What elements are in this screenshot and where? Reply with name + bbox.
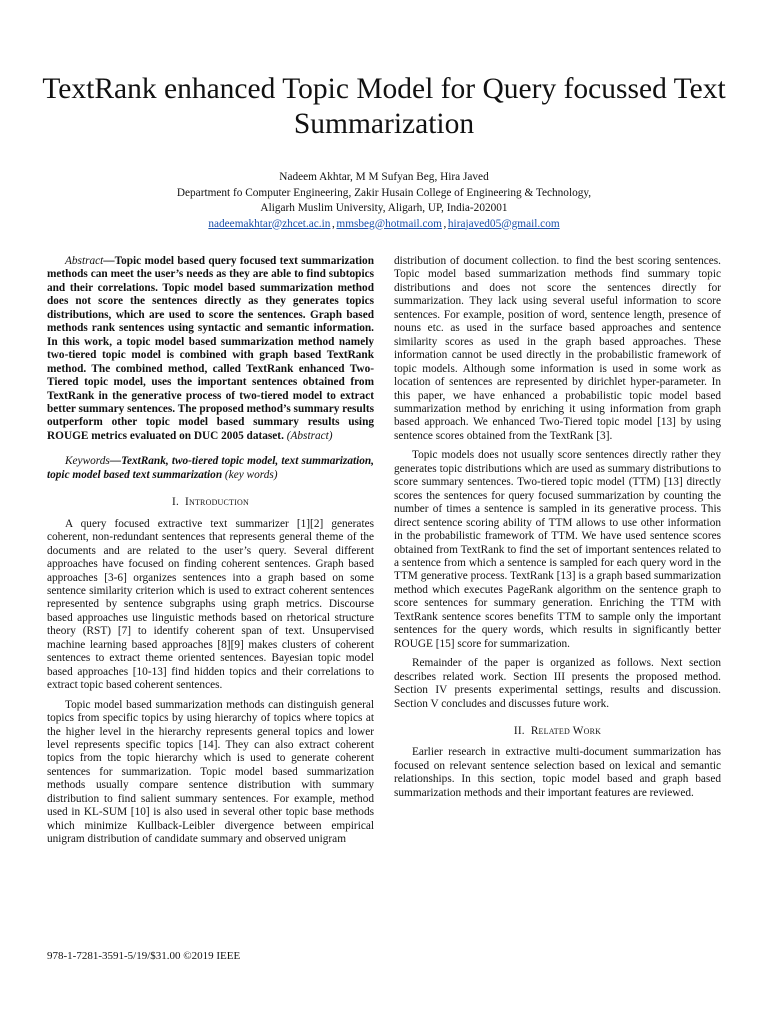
- body-paragraph: distribution of document collection. to find the best scoring sentences. Topic model based summarization methods find summary topic distributions and does not score the sentences directly for summarization. They lack using several useful information to score sentences. For example, position of word, sentence length, presence of nouns etc. as used in the surface based approaches and sentence similarity scores as used in the graph based approaches. These information cannot be used directly in the probabilistic framework of topic models. Although some information is used in some work as location of sentences are represented by dirichlet hyper-parameter. In this paper, we have enhanced a probabilistic topic model based summarization method by enriching it using information from graph based approach. We enhanced Two-Tiered topic model [13] by using sentence scores obtained from the TextRank [3].: [394, 255, 721, 442]
- keywords: [47, 455, 374, 482]
- author-block: [40, 170, 728, 232]
- keywords-label: Keywords: [65, 455, 110, 468]
- body-paragraph: Earlier research in extractive multi-document summarization has focused on relevant sentence selection based on lexical and semantic relationships. In this section, topic model based and graph based summarization methods and their important features are reviewed.: [394, 746, 721, 799]
- right-column: [394, 255, 721, 800]
- abstract-tail: (Abstract): [283, 429, 333, 442]
- copyright-footer: 978-1-7281-3591-5/19/$31.00 ©2019 IEEE: [47, 950, 241, 962]
- body-paragraph: A query focused extractive text summarizer [1][2] generates coherent, non-redundant sentences that represents general theme of the documents and are related to the user’s query. Several different approaches have focused on finding coherent sentences. Graph based approaches [3-6] organizes sentences into a graph based on some sentence similarity criterion which is used to extract coherent sentences represented by sentence subgraphs using graph metrics. Discourse based approaches use linguistic methods based on rhetorical structure theory (RST) [7] to identify coherent span of text. Unsupervised machine learning based approaches [8][9] makes clusters of coherent sentences to extract theme oriented sentences. Bayesian topic model based approaches [10-13] find hidden topics and their correlations to extract topic based coherent sentences.: [47, 517, 374, 692]
- section-heading-introduction: [47, 496, 374, 509]
- left-column: [47, 255, 374, 847]
- keywords-dash: —: [109, 455, 122, 468]
- paper-title: TextRank enhanced Topic Model for Query focussed Text Summarization: [42, 73, 726, 140]
- abstract-label: Abstract: [65, 255, 104, 267]
- abstract-dash: —: [103, 255, 115, 267]
- keywords-tail: (key words): [222, 468, 278, 481]
- body-paragraph: Topic models does not usually score sentences directly rather they generates topic distributions which are used as summary distributions to score summary sentences. Two-tiered topic model (TTM) [13] directly scores the sentences for query focused summarization by counting the number of times a sentence is sampled in its generative process. This direct sentence scoring ability of TTM allows to use other information in the probabilistic framework of TTM. We have used sentence scores obtained from TextRank to find the set of important sentences related to a sentence from which a sentence is sampled for each query word in the TTM generative process. TextRank [13] is a graph based summarization method which executes PageRank algorithm on the sentence graph to score sentences for summary generation. Enriching the TTM with TextRank sentence scores benefits TTM to sample only the important sentences for the query words, which results in significantly better ROUGE [15] score for summarization.: [394, 449, 721, 650]
- body-paragraph: Remainder of the paper is organized as follows. Next section describes related work. Section III presents the proposed method. Section IV presents experimental settings, results and discussion. Section V concludes and discusses future work.: [394, 657, 721, 710]
- email-list: nadeemakhtar@zhcet.ac.in , mmsbeg@hotmail.com , hirajaved05@gmail.com: [208, 217, 560, 230]
- abstract: [47, 255, 374, 443]
- abstract-body: Topic model based query focused text summarization methods can meet the user’s needs as they are able to find subtopics and their correlations. Topic model based summarization method does not score the sentences directly as they generates topics distributions, which are used to score the sentences. Graph based methods rank sentences using syntactic and semantic information. In this work, a topic model based summarization method namely two-tiered topic model is combined with graph based TextRank method. The combined method, called TextRank enhanced Two-Tiered topic model, uses the important sentences obtained from TextRank in the generative process of two-tiered model to extract better summary sentences. The proposed method’s summary results outperform other topic model based summary results using ROUGE metrics evaluated on DUC 2005 dataset.: [47, 255, 374, 442]
- section-title: Introduction: [185, 496, 249, 509]
- email-link-3[interactable]: hirajaved05@gmail.com: [447, 217, 560, 230]
- affiliation-line-2: Aligarh Muslim University, Aligarh, UP, India-202001: [260, 202, 508, 214]
- affiliation-line-1: Department fo Computer Engineering, Zakir Husain College of Engineering & Technology,: [176, 186, 592, 199]
- author-names: Nadeem Akhtar, M M Sufyan Beg, Hira Javed: [279, 171, 489, 183]
- keywords-body: TextRank, two-tiered topic model, text summarization, topic model based text summarization: [47, 455, 374, 481]
- email-link-1[interactable]: nadeemakhtar@zhcet.ac.in: [208, 217, 331, 230]
- body-paragraph: Topic model based summarization methods can distinguish general topics from specific topics by using hierarchy of topics where topics at the higher level in the hierarchy represents general topics and lower level represents specific topics [14]. They can also extract coherent topics from the topic hierarchy which is used to generate coherent sentences for summarization. Topic model based summarization methods usually compare sentence distribution with summary distribution to find salient summary sentences. For example, method used in KL-SUM [10] is also used in several other topic base methods which minimize Kullback-Leibler divergence between empirical unigram distribution of candidate summary and observed unigram: [47, 698, 374, 846]
- email-link-2[interactable]: mmsbeg@hotmail.com: [336, 217, 442, 230]
- section-number: II.: [513, 724, 525, 737]
- section-heading-related-work: [394, 725, 721, 738]
- section-title: Related Work: [530, 724, 602, 737]
- section-number: I.: [172, 496, 180, 509]
